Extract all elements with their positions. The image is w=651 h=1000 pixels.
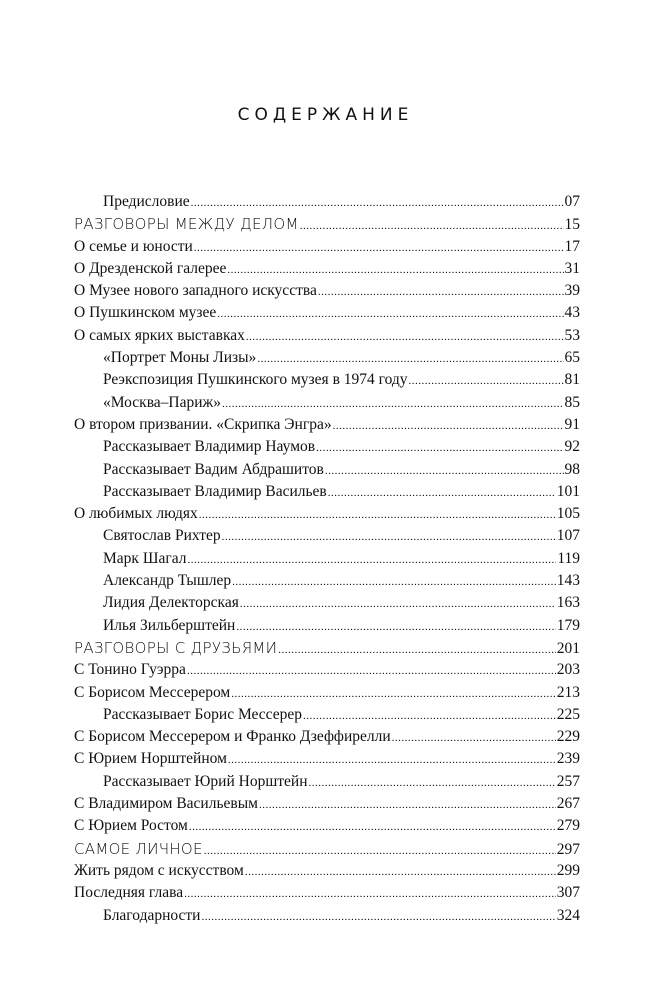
leader-dots — [228, 749, 556, 771]
toc-entry-page: 324 — [556, 906, 580, 924]
leader-dots — [325, 460, 564, 482]
leader-dots — [333, 415, 564, 437]
toc-entry-label: «Портрет Моны Лизы» — [103, 349, 257, 367]
toc-entry-page: 119 — [557, 549, 580, 567]
toc-entry — [74, 882, 580, 904]
toc-entry — [74, 771, 580, 793]
toc-entry-page: 229 — [556, 728, 580, 746]
toc-entry-label: «Москва–Париж» — [103, 393, 222, 411]
toc-entry — [74, 503, 580, 525]
toc-entry — [74, 570, 580, 592]
leader-dots — [303, 705, 556, 727]
toc-entry — [74, 615, 580, 637]
toc-entry — [74, 704, 580, 726]
toc-entry-page: 307 — [556, 884, 580, 902]
toc-entry-label: Рассказывает Вадим Абдрашитов — [103, 460, 324, 478]
toc-entry-label: С Владимиром Васильевым — [74, 795, 258, 813]
toc-entry — [74, 659, 580, 681]
toc-entry — [74, 525, 580, 547]
toc-entry-page: 39 — [564, 282, 580, 300]
toc-entry — [74, 414, 580, 436]
toc-entry-page: 98 — [564, 460, 580, 478]
toc-entry-page: 203 — [556, 661, 580, 679]
leader-dots — [278, 639, 555, 661]
toc-entry-page: 85 — [564, 393, 580, 411]
toc-entry — [74, 258, 580, 280]
table-of-contents — [74, 191, 580, 927]
leader-dots — [204, 840, 556, 862]
toc-entry — [74, 436, 580, 458]
leader-dots — [194, 237, 564, 259]
toc-entry-label: Святослав Рихтер — [103, 527, 221, 545]
leader-dots — [222, 526, 556, 548]
toc-entry-page: 92 — [564, 438, 580, 456]
toc-entry-label: О втором призвании. «Скрипка Энгра» — [74, 415, 332, 433]
leader-dots — [259, 794, 556, 816]
leader-dots — [328, 482, 556, 504]
toc-entry-label: Реэкспозиция Пушкинского музея в 1974 году — [103, 371, 408, 389]
toc-entry-page: 17 — [564, 237, 580, 255]
toc-entry-page: 105 — [556, 505, 580, 523]
toc-entry-label: О Дрезденской галерее — [74, 259, 227, 277]
toc-entry-page: 179 — [556, 616, 580, 634]
toc-entry-label: С Борисом Мессерером — [74, 683, 231, 701]
leader-dots — [236, 616, 555, 638]
toc-entry-label: Жить рядом с искусством — [74, 861, 244, 879]
toc-entry-page: 299 — [556, 861, 580, 879]
leader-dots — [316, 437, 563, 459]
toc-entry — [74, 213, 580, 235]
toc-entry-label: Благодарности — [103, 906, 201, 924]
toc-entry — [74, 548, 580, 570]
toc-entry — [74, 815, 580, 837]
toc-entry — [74, 302, 580, 324]
toc-entry-page: 91 — [564, 415, 580, 433]
toc-entry — [74, 369, 580, 391]
toc-entry — [74, 726, 580, 748]
toc-entry — [74, 748, 580, 770]
toc-entry — [74, 392, 580, 414]
leader-dots — [245, 861, 556, 883]
toc-entry-label: САМОЕ ЛИЧНОЕ — [74, 839, 203, 858]
toc-entry — [74, 280, 580, 302]
toc-entry — [74, 592, 580, 614]
leader-dots — [309, 772, 556, 794]
leader-dots — [227, 259, 563, 281]
leader-dots — [257, 348, 563, 370]
toc-entry-page: 267 — [556, 795, 580, 813]
toc-entry-label: О Музее нового западного искусства — [74, 282, 317, 300]
toc-entry-label: РАЗГОВОРЫ С ДРУЗЬЯМИ — [74, 638, 278, 657]
toc-entry-page: 65 — [564, 349, 580, 367]
toc-entry-page: 81 — [564, 371, 580, 389]
leader-dots — [189, 816, 556, 838]
toc-entry — [74, 325, 580, 347]
toc-entry-label: Илья Зильберштейн — [103, 616, 236, 634]
page-title: СОДЕРЖАНИЕ — [237, 105, 414, 125]
toc-entry-label: О любимых людях — [74, 505, 198, 523]
toc-entry-page: 107 — [556, 527, 580, 545]
toc-entry-label: О Пушкинском музее — [74, 304, 217, 322]
toc-entry-page: 163 — [556, 594, 580, 612]
toc-entry-page: 279 — [556, 817, 580, 835]
toc-entry-page: 31 — [564, 259, 580, 277]
leader-dots — [187, 549, 556, 571]
toc-entry-page: 53 — [564, 326, 580, 344]
toc-entry-page: 201 — [556, 639, 580, 657]
toc-entry-label: Предисловие — [103, 193, 190, 210]
leader-dots — [231, 683, 556, 705]
toc-entry-label: Александр Тышлер — [103, 572, 232, 590]
toc-entry-label: С Борисом Мессерером и Франко Дзеффирелли — [74, 728, 391, 746]
toc-entry-label: Рассказывает Владимир Наумов — [103, 438, 316, 456]
toc-entry — [74, 860, 580, 882]
toc-entry-page: 239 — [556, 750, 580, 768]
toc-entry-label: С Юрием Норштейном — [74, 750, 227, 768]
toc-entry-label: О самых ярких выставках — [74, 326, 245, 344]
toc-entry-page: 101 — [556, 482, 580, 500]
toc-entry — [74, 191, 580, 213]
leader-dots — [318, 281, 564, 303]
toc-entry-label: Рассказывает Владимир Васильев — [103, 482, 327, 500]
leader-dots — [187, 660, 556, 682]
toc-entry-label: Рассказывает Борис Мессерер — [103, 705, 302, 723]
toc-entry-label: Последняя глава — [74, 884, 184, 902]
leader-dots — [199, 504, 556, 526]
leader-dots — [232, 571, 556, 593]
toc-entry-label: С Юрием Ростом — [74, 817, 188, 835]
toc-entry — [74, 793, 580, 815]
toc-entry — [74, 637, 580, 659]
toc-entry — [74, 481, 580, 503]
toc-entry-label: О семье и юности — [74, 237, 193, 255]
toc-entry-page: 225 — [556, 705, 580, 723]
toc-entry-page: 07 — [564, 193, 580, 210]
leader-dots — [201, 906, 555, 928]
toc-entry-label: С Тонино Гуэрра — [74, 661, 186, 679]
leader-dots — [222, 393, 563, 415]
toc-entry-page: 143 — [556, 572, 580, 590]
leader-dots — [240, 593, 556, 615]
leader-dots — [217, 303, 563, 325]
toc-entry-page: 213 — [556, 683, 580, 701]
toc-entry-label: РАЗГОВОРЫ МЕЖДУ ДЕЛОМ — [74, 215, 299, 234]
toc-entry-label: Марк Шагал — [103, 549, 187, 567]
toc-entry-page: 297 — [556, 840, 580, 858]
leader-dots — [184, 883, 556, 905]
toc-entry — [74, 459, 580, 481]
leader-dots — [246, 326, 564, 348]
toc-entry — [74, 838, 580, 860]
toc-entry — [74, 682, 580, 704]
toc-entry-page: 43 — [564, 304, 580, 322]
toc-entry-page: 15 — [564, 216, 580, 234]
toc-entry — [74, 905, 580, 927]
leader-dots — [300, 215, 564, 237]
leader-dots — [191, 192, 564, 214]
toc-entry-label: Лидия Делекторская — [103, 594, 239, 612]
toc-entry — [74, 236, 580, 258]
leader-dots — [392, 727, 556, 749]
toc-entry-label: Рассказывает Юрий Норштейн — [103, 772, 308, 790]
leader-dots — [409, 370, 564, 392]
toc-entry — [74, 347, 580, 369]
toc-entry-page: 257 — [556, 772, 580, 790]
